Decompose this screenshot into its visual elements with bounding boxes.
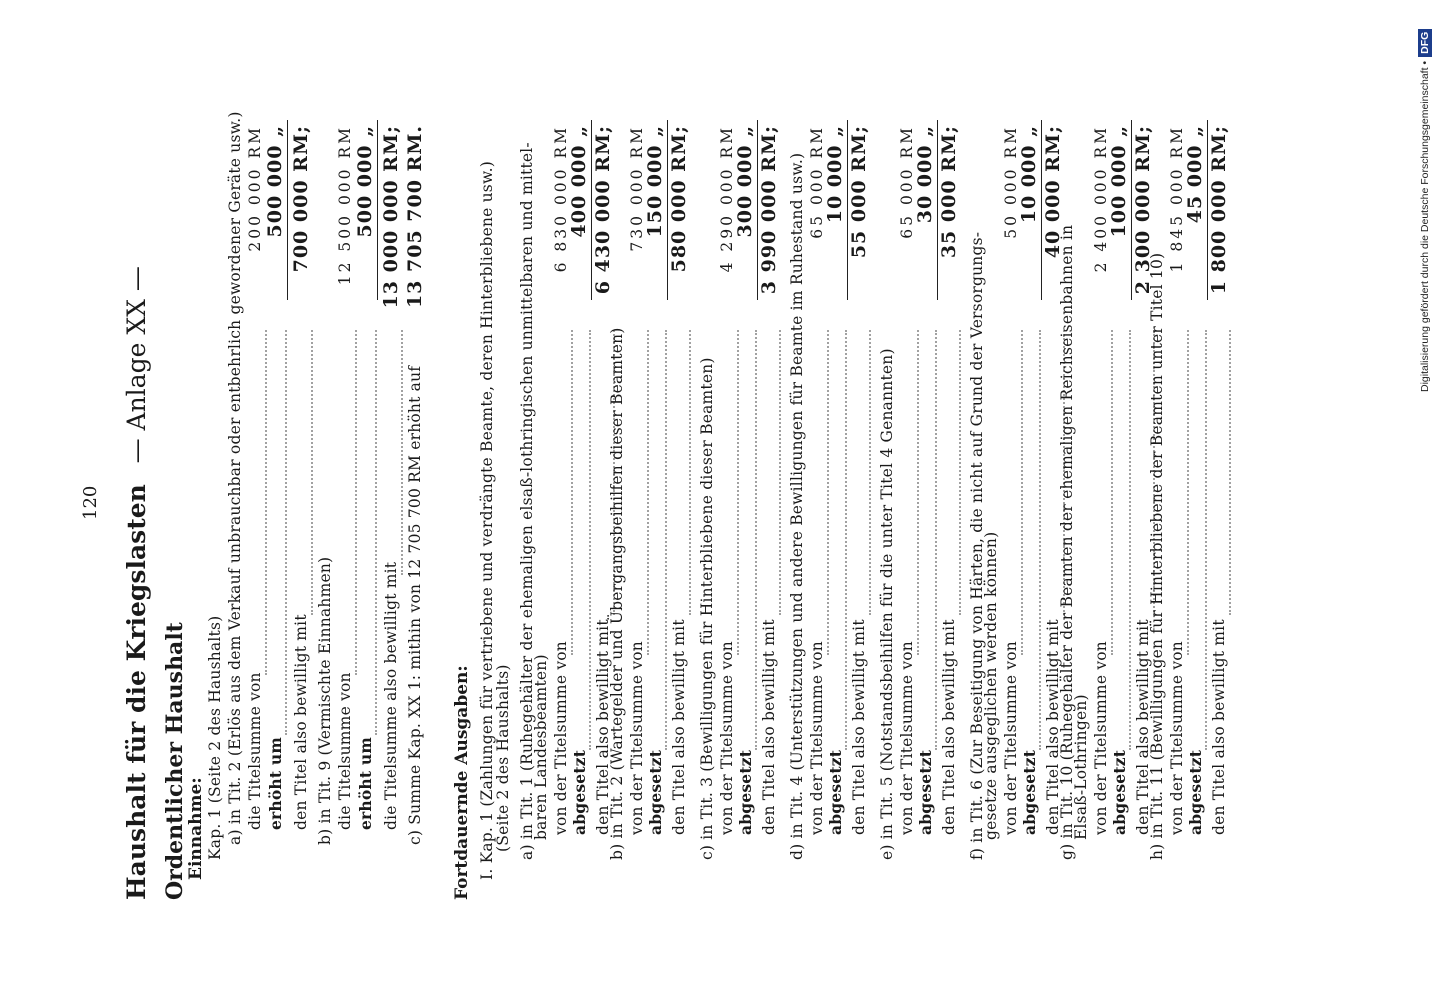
- item-sum-label: von der Titelsumme von: [898, 641, 916, 835]
- dotted-leader: [826, 330, 847, 750]
- item-sum: 65 000 RM: [898, 125, 916, 239]
- dotted-leader: [646, 330, 667, 750]
- dotted-leader: [1110, 330, 1131, 750]
- dotted-leader: [736, 330, 757, 750]
- expenses-kap-line-2: (Seite 2 des Haushalts): [494, 664, 512, 852]
- item-cut: 45 000 „: [1184, 125, 1206, 224]
- item-total-label: den Titel also bewilligt mit: [940, 619, 958, 835]
- dotted-leader: [916, 330, 937, 750]
- item-cut-label: abgesetzt: [736, 749, 755, 835]
- item-total-label: den Titel also bewilligt mit: [1044, 619, 1062, 835]
- item-cut-label: abgesetzt: [1020, 749, 1039, 835]
- item-title-line: g) in Tit. 10 (Ruhegehälter der Beamten der ehemaligen Reichseisenbahnen in: [1058, 224, 1076, 860]
- item-sum: 1 845 000 RM: [1168, 125, 1186, 273]
- page-title: [122, 266, 151, 900]
- dotted-leader: [670, 330, 691, 615]
- income-c-value: 13 705 700 RM.: [404, 125, 426, 309]
- item-sum: 65 000 RM: [808, 125, 826, 239]
- item-cut: 10 000 „: [1018, 125, 1040, 224]
- item-cut: 400 000 „: [568, 125, 590, 238]
- item-total: 1 800 000 RM;: [1208, 125, 1230, 295]
- credit-text-wrap: [1418, 12, 1432, 392]
- item-total-label: den Titel also bewilligt mit: [594, 619, 612, 835]
- item-sum-label: von der Titelsumme von: [628, 641, 646, 835]
- item-cut-label: abgesetzt: [570, 749, 589, 835]
- item-sum-label: von der Titelsumme von: [1092, 641, 1110, 835]
- item-cut-label: abgesetzt: [1186, 749, 1205, 835]
- dfg-logo: DFG: [1418, 29, 1432, 57]
- item-cut-label: abgesetzt: [826, 749, 845, 835]
- income-a-sum-label: die Titelsumme von: [246, 672, 264, 830]
- dotted-leader: [1186, 330, 1207, 750]
- item-total-label: den Titel also bewilligt mit: [670, 619, 688, 835]
- credit-text: Digitalisierung gefördert durch die Deutsche Forschungsgemeinschaft •: [1419, 60, 1431, 392]
- item-total: 580 000 RM;: [668, 125, 690, 273]
- item-cut: 300 000 „: [734, 125, 756, 238]
- expenses-kap-line: I. Kap. 1 (Zahlungen für vertriebene und verdrängte Beamte, deren Hinterbliebene usw.): [478, 161, 496, 880]
- income-b-total-label: die Titelsumme also bewilligt mit: [382, 561, 400, 830]
- income-a-total: 700 000 RM;: [290, 125, 312, 273]
- dotted-leader: [266, 330, 287, 735]
- document-page: [80, 100, 1320, 900]
- dotted-leader: [382, 330, 403, 575]
- item-cut: 100 000 „: [1108, 125, 1130, 238]
- income-b-inc-label: erhöht um: [356, 737, 375, 830]
- item-cut: 150 000 „: [644, 125, 666, 238]
- item-sum: 50 000 RM: [1002, 125, 1020, 239]
- item-total: 2 300 000 RM;: [1132, 125, 1154, 295]
- item-sum-label: von der Titelsumme von: [1002, 641, 1020, 835]
- dotted-leader: [356, 330, 377, 735]
- digitization-credit: [1418, 12, 1432, 392]
- income-a-sum: 200 000 RM: [246, 125, 264, 252]
- item-total: 40 000 RM;: [1042, 125, 1064, 259]
- item-sum: 4 290 000 RM: [718, 125, 736, 273]
- income-a-total-label: den Titel also bewilligt mit: [292, 614, 310, 830]
- item-sum-label: von der Titelsumme von: [1168, 641, 1186, 835]
- dotted-leader: [1210, 330, 1231, 615]
- item-total: 35 000 RM;: [938, 125, 960, 259]
- dotted-leader: [940, 330, 961, 615]
- item-sum: 730 000 RM: [628, 125, 646, 252]
- item-total-label: den Titel also bewilligt mit: [850, 619, 868, 835]
- income-heading: Einnahme:: [186, 777, 206, 880]
- dotted-leader: [570, 330, 591, 750]
- title-text: Haushalt für die Kriegslasten: [122, 484, 151, 900]
- item-total-label: den Titel also bewilligt mit: [1134, 619, 1152, 835]
- item-cut-label: abgesetzt: [916, 749, 935, 835]
- income-b-line: b) in Tit. 9 (Vermischte Einnahmen): [316, 556, 334, 845]
- item-cut: 30 000 „: [914, 125, 936, 224]
- item-title-line: d) in Tit. 4 (Unterstützungen und andere Bewilligungen für Beamte im Ruhestand usw.): [788, 152, 806, 860]
- item-title-line-2: gesetze ausgeglichen werden können): [982, 531, 1000, 840]
- item-title-line: h) in Tit. 11 (Bewilligungen für Hinterbliebene der Beamten unter Titel 10): [1148, 252, 1166, 860]
- income-c-line: c) Summe Kap. XX 1: mithin von 12 705 700 RM erhöht auf: [406, 365, 424, 845]
- dotted-leader: [246, 330, 267, 675]
- income-b-total: 13 000 000 RM;: [380, 125, 402, 309]
- sum-rule: [287, 120, 288, 300]
- item-total-label: den Titel also bewilligt mit: [760, 619, 778, 835]
- item-total: 55 000 RM;: [848, 125, 870, 259]
- item-title-line-2: baren Landesbeamten): [532, 654, 550, 840]
- income-a-line: a) in Tit. 2 (Erlös aus dem Verkauf unbrauchbar oder entbehrlich gewordener Geräte usw.): [226, 111, 244, 845]
- page-number: 120: [80, 485, 101, 520]
- item-sum-label: von der Titelsumme von: [552, 641, 570, 835]
- page-subtitle: Ordentlicher Haushalt: [162, 622, 188, 900]
- item-cut: 10 000 „: [824, 125, 846, 224]
- income-b-sum: 12 500 000 RM: [336, 125, 354, 286]
- item-sum: 2 400 000 RM: [1092, 125, 1110, 273]
- sum-rule: [377, 120, 378, 300]
- income-b-inc: 500 000 „: [354, 125, 376, 238]
- item-sum-label: von der Titelsumme von: [808, 641, 826, 835]
- income-b-sum-label: die Titelsumme von: [336, 672, 354, 830]
- item-cut-label: abgesetzt: [1110, 749, 1129, 835]
- item-title-line: c) in Tit. 3 (Bewilligungen für Hinterbliebene dieser Beamten): [698, 357, 716, 860]
- item-sum-label: von der Titelsumme von: [718, 641, 736, 835]
- dotted-leader: [850, 330, 871, 615]
- item-title-line: a) in Tit. 1 (Ruhegehälter der ehemaligen elsaß-lothringischen unmittelbaren und mittel-: [518, 142, 536, 860]
- item-title-line: f) in Tit. 6 (Zur Beseitigung von Härten, die nicht auf Grund der Versorgungs-: [968, 231, 986, 860]
- income-kap: Kap. 1 (Seite 2 des Haushalts): [206, 615, 224, 860]
- dotted-leader: [760, 330, 781, 615]
- dotted-leader: [292, 330, 313, 615]
- item-title-line-2: Elsaß-Lothringen): [1072, 694, 1090, 840]
- item-title-line: e) in Tit. 5 (Notstandsbeihilfen für die unter Titel 4 Genannten): [878, 348, 896, 860]
- item-total: 3 990 000 RM;: [758, 125, 780, 295]
- dotted-leader: [336, 330, 357, 675]
- income-a-inc-label: erhöht um: [266, 737, 285, 830]
- dotted-leader: [1020, 330, 1041, 750]
- expenses-heading: Fortdauernde Ausgaben:: [452, 665, 472, 900]
- item-total-label: den Titel also bewilligt mit: [1210, 619, 1228, 835]
- income-a-inc: 500 000 „: [264, 125, 286, 238]
- item-sum: 6 830 000 RM: [552, 125, 570, 273]
- item-total: 6 430 000 RM;: [592, 125, 614, 295]
- item-cut-label: abgesetzt: [646, 749, 665, 835]
- annex-label: — Anlage XX —: [122, 266, 151, 464]
- item-title-line: b) in Tit. 2 (Wartegelder und Übergangsbeihilfen dieser Beamten): [608, 327, 626, 860]
